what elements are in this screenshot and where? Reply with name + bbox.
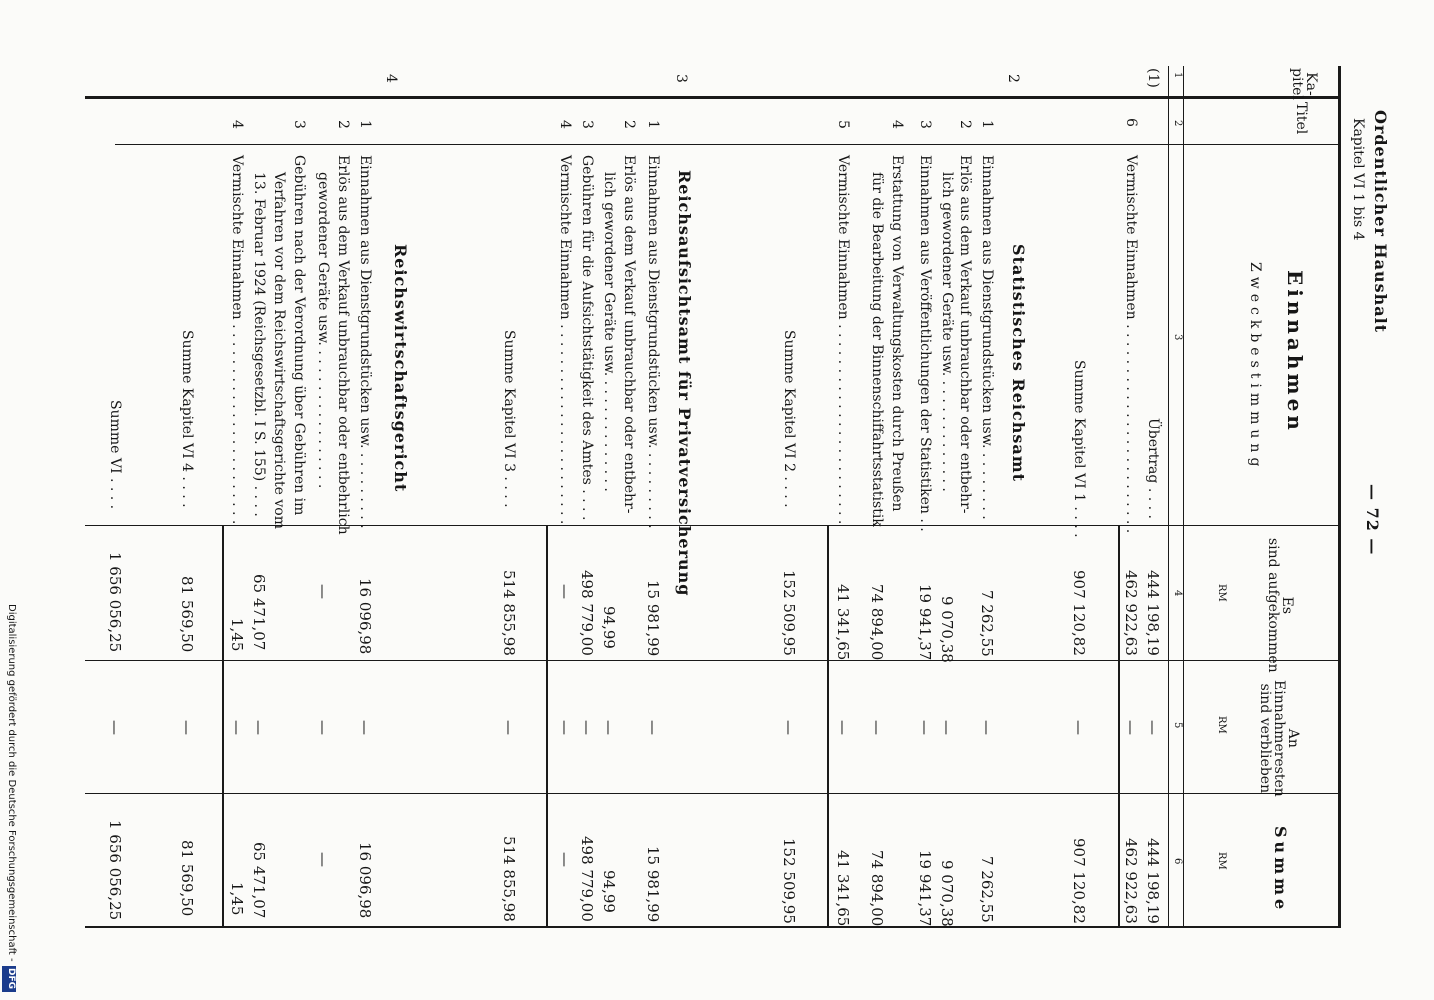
digitization-footer: Digitalisierung gefördert durch die Deutsche Forschungsgemeinschaft -: [6, 604, 17, 962]
row-text: Übertrag . . . .: [1145, 418, 1161, 519]
row-titel: 1: [645, 120, 661, 129]
page-title: Ordentlicher Haushalt: [1371, 110, 1390, 334]
row-text-cont: für die Bearbeitung der Binnenschiffahrtsstatistik: [869, 172, 885, 527]
header-kapitel: Ka- pitel: [1289, 68, 1319, 100]
grand-total-aufgekommen: 1 656 056,25: [106, 552, 124, 653]
header-bottom-rule: [1183, 66, 1184, 928]
row-titel: 2: [335, 120, 351, 129]
row-summe: 9 070,38: [938, 860, 956, 927]
sum-rule-kap1: [1118, 526, 1120, 928]
row-text: Summe Kapitel VI 2 . . . .: [781, 330, 797, 508]
row-titel: 3: [579, 120, 595, 129]
aufgekommen-column-rule: [85, 660, 1340, 661]
row-kapitel: 4: [383, 74, 399, 83]
row-text: Vermischte Einnahmen . . . . . . . . . . . . . . . . . . . . . . .: [835, 155, 851, 525]
row-titel: 3: [291, 120, 307, 129]
row-reste: —: [356, 720, 374, 735]
row-summe: —: [314, 852, 332, 867]
header-einnahmen: Einnahmen: [1283, 270, 1307, 434]
row-titel: 4: [229, 120, 245, 129]
row-aufgekommen: 41 341,65: [834, 584, 852, 661]
row-aufgekommen: 907 120,82: [1070, 570, 1088, 656]
row-aufgekommen: 81 569,50: [178, 576, 196, 653]
row-reste: —: [178, 720, 196, 735]
colnum-3: 3: [1172, 334, 1183, 341]
section-heading: Reichswirtschaftsgericht: [391, 244, 410, 493]
row-reste: —: [938, 720, 956, 735]
colnum-6: 6: [1172, 858, 1183, 865]
colnum-4: 4: [1172, 590, 1183, 597]
row-reste: —: [1070, 720, 1088, 735]
row-summe: 16 096,98: [356, 842, 374, 919]
row-text-cont: 13. Februar 1924 (Reichsgesetzbl. I S. 155) . . . .: [251, 172, 267, 517]
row-aufgekommen: 16 096,98: [356, 578, 374, 655]
header-zweck: Zweckbestimmung: [1247, 262, 1263, 472]
row-text: Einnahmen aus Dienstgrundstücken usw. . . . . . . . . .: [357, 155, 373, 529]
row-summe: 7 262,55: [978, 856, 996, 923]
sum-rule-kap2: [827, 526, 829, 928]
row-text-cont: Verfahren vor dem Reichswirtschaftsgerichte vom: [271, 172, 287, 529]
header-titel: Titel: [1293, 102, 1309, 135]
row-summe: —: [556, 852, 574, 867]
row-text: Erlös aus dem Verkauf unbrauchbar oder entbehr-: [957, 155, 973, 514]
row-titel: 6: [1123, 118, 1139, 127]
row-text: Vermischte Einnahmen . . . . . . . . . . . . . . . . . . . . . . . .: [1123, 155, 1139, 534]
unit-6: RM: [1216, 852, 1227, 870]
dfg-logo: [2, 966, 16, 992]
row-text: Vermischte Einnahmen . . . . . . . . . . . . . . . . . . . . . . .: [557, 155, 573, 525]
row-summe: 94,99: [600, 870, 618, 913]
unit-4: RM: [1216, 584, 1227, 602]
header-reste: An Einnahmeresten sind verblieben: [1257, 680, 1301, 797]
row-titel: 1: [979, 120, 995, 129]
row-titel: 3: [917, 120, 933, 129]
row-kapitel: 2: [1005, 74, 1021, 83]
row-text-cont: lich gewordener Geräte usw. . . . . . . . . . . . . .: [601, 172, 617, 492]
row-reste: —: [916, 720, 934, 735]
row-text: Gebühren nach der Verordnung über Gebühren im: [291, 155, 307, 516]
sum-rule-kap4: [222, 526, 224, 928]
row-summe: 1,45: [228, 882, 246, 916]
grand-total-label: Summe VI . . . .: [107, 400, 123, 510]
row-summe: 81 569,50: [178, 840, 196, 917]
titel-column-rule: [115, 144, 1340, 145]
header-summe: Summe: [1271, 826, 1290, 914]
row-reste: —: [500, 720, 518, 735]
column-number-rule: [1168, 66, 1169, 928]
row-text-cont: gewordener Geräte usw. . . . . . . . . . . . . . . . .: [315, 172, 331, 489]
row-text: Summe Kapitel VI 4 . . . .: [179, 330, 195, 508]
row-aufgekommen: 15 981,99: [644, 580, 662, 657]
unit-5: RM: [1216, 716, 1227, 734]
row-text: Einnahmen aus Dienstgrundstücken usw. . . . . . . . . .: [645, 155, 661, 529]
row-kapitel: 3: [673, 74, 689, 83]
colnum-2: 2: [1172, 120, 1183, 127]
row-text: Gebühren für die Aufsichtstätigkeit des Amtes . . . .: [579, 155, 595, 521]
reste-column-rule: [85, 793, 1340, 794]
row-titel: 4: [557, 120, 573, 129]
grand-total-reste: —: [106, 720, 124, 735]
row-reste: —: [834, 720, 852, 735]
row-aufgekommen: —: [556, 584, 574, 599]
row-text: Erlös aus dem Verkauf unbrauchbar oder entbehr-: [621, 155, 637, 514]
header-aufgekommen: Es sind aufgekommen: [1265, 538, 1295, 673]
row-summe: 907 120,82: [1070, 838, 1088, 924]
row-aufgekommen: 1,45: [228, 618, 246, 652]
row-summe: 444 198,19: [1144, 838, 1162, 924]
row-aufgekommen: 74 894,00: [868, 584, 886, 661]
row-text: Einnahmen aus Dienstgrundstücken usw. . . . . . . . .: [979, 155, 995, 520]
page-number: — 72 —: [1363, 484, 1382, 556]
row-reste: —: [556, 720, 574, 735]
row-reste: —: [978, 720, 996, 735]
row-titel: 1: [357, 120, 373, 129]
page-subtitle: Kapitel VI 1 bis 4: [1350, 118, 1366, 241]
row-aufgekommen: 19 941,37: [916, 584, 934, 661]
row-summe: 15 981,99: [644, 846, 662, 923]
row-reste: —: [1122, 720, 1140, 735]
row-aufgekommen: 444 198,19: [1144, 570, 1162, 656]
grand-total-summe: 1 656 056,25: [106, 820, 124, 921]
row-text-cont: lich gewordener Geräte usw. . . . . . . . . . . . . .: [939, 172, 955, 492]
row-text: Summe Kapitel VI 3 . . . .: [501, 330, 517, 508]
row-summe: 498 779,00: [578, 836, 596, 922]
table-top-rule: [85, 96, 1340, 99]
row-aufgekommen: 498 779,00: [578, 570, 596, 656]
row-summe: 41 341,65: [834, 850, 852, 927]
colnum-5: 5: [1172, 722, 1183, 729]
row-reste: —: [228, 720, 246, 735]
row-aufgekommen: 152 509,95: [780, 570, 798, 656]
row-reste: —: [868, 720, 886, 735]
row-text: Erlös aus dem Verkauf unbrauchbar oder entbehrlich: [335, 155, 351, 535]
sum-rule-kap3: [546, 526, 548, 928]
row-summe: 152 509,95: [780, 838, 798, 924]
row-summe: 74 894,00: [868, 850, 886, 927]
row-summe: 462 922,63: [1122, 838, 1140, 924]
table-bottom-rule: [85, 926, 1340, 928]
row-summe: 65 471,07: [250, 842, 268, 919]
row-aufgekommen: 7 262,55: [978, 590, 996, 657]
row-aufgekommen: 94,99: [600, 606, 618, 649]
row-aufgekommen: 462 922,63: [1122, 570, 1140, 656]
row-text: Vermischte Einnahmen . . . . . . . . . . . . . . . . . . . . . . .: [229, 155, 245, 525]
row-text: Erstattung von Verwaltungskosten durch Preußen: [889, 155, 905, 512]
header-outer-rule: [1338, 66, 1341, 928]
row-reste: —: [314, 720, 332, 735]
row-kapitel: (1): [1145, 68, 1161, 88]
row-reste: —: [250, 720, 268, 735]
section-heading: Statistisches Reichsamt: [1009, 244, 1028, 483]
row-aufgekommen: 65 471,07: [250, 574, 268, 651]
row-reste: —: [600, 720, 618, 735]
row-aufgekommen: —: [314, 584, 332, 599]
row-text: Einnahmen aus Veröffentlichungen der Statistiken . .: [917, 155, 933, 532]
row-summe: 514 855,98: [500, 836, 518, 922]
row-aufgekommen: 514 855,98: [500, 570, 518, 656]
row-titel: 5: [835, 120, 851, 129]
colnum-1: 1: [1172, 72, 1183, 79]
section-heading: Reichsaufsichtsamt für Privatversicherung: [675, 170, 694, 597]
row-reste: —: [644, 720, 662, 735]
row-titel: 4: [889, 120, 905, 129]
row-reste: —: [578, 720, 596, 735]
row-summe: 19 941,37: [916, 850, 934, 927]
dfg-logo-text: DFG: [6, 968, 16, 990]
row-reste: —: [780, 720, 798, 735]
row-reste: —: [1144, 720, 1162, 735]
row-titel: 2: [957, 120, 973, 129]
row-titel: 2: [621, 120, 637, 129]
row-aufgekommen: 9 070,38: [938, 596, 956, 663]
row-text: Summe Kapitel VI 1 . . . .: [1071, 360, 1087, 538]
